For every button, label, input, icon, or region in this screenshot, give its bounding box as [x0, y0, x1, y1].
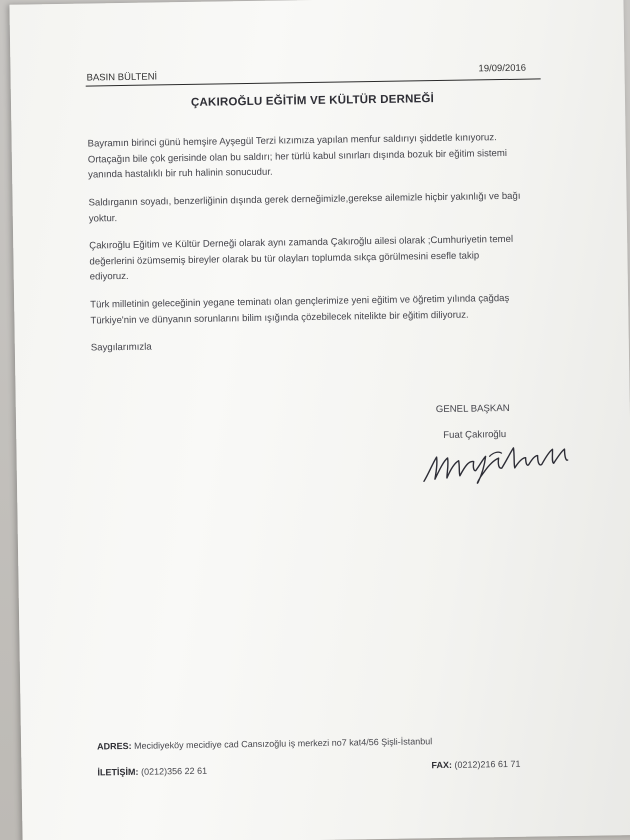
- document-date: 19/09/2016: [478, 62, 527, 75]
- signatory-position: GENEL BAŞKAN: [435, 402, 510, 416]
- paragraph-line: ediyoruz.: [89, 270, 129, 283]
- footer-contact: [97, 766, 207, 778]
- contact-label: İLETİŞİM:: [97, 766, 139, 778]
- handwritten-signature: [421, 443, 587, 488]
- closing-salutation: Saygılarımızla: [90, 341, 152, 354]
- address-label: ADRES:: [97, 740, 132, 752]
- paragraph-line: Ortaçağın bile çok gerisinde olan bu saldırı; her türlü kabul sınırları dışında bozuk bir eğitim sistemi: [87, 147, 508, 166]
- fax-value: (0212)216 61 71: [454, 758, 521, 770]
- contact-value: (0212)356 22 61: [140, 765, 208, 777]
- paragraph-line: Bayramın birinci günü hemşire Ayşegül Terzi kızımıza yapılan menfur saldırıyı şiddetle kınıyoruz.: [87, 132, 497, 150]
- paragraph-line: değerlerini özümsemiş bireyler olarak bu tür olayları toplumda sıkça görülmesini esefle takip: [89, 249, 480, 268]
- paragraph-line: Türkiye'nin ve dünyanın sorunlarını bilim ışığında çözebilecek nitelikte bir eğitim diliyoruz.: [90, 309, 469, 327]
- footer-fax: [431, 759, 520, 770]
- document-title: ÇAKIROĞLU EĞİTİM VE KÜLTÜR DERNEĞİ: [190, 93, 435, 109]
- document-page: [9, 0, 630, 840]
- paragraph-line: Çakıroğlu Eğitim ve Kültür Derneği olarak aynı zamanda Çakıroğlu ailesi olarak ;Cumhuriyetin temel: [89, 233, 514, 252]
- paragraph-line: Türk milletinin geleceğinin yegane teminatı olan gençlerimize yeni eğitim ve öğretim yılında çağdaş: [90, 292, 510, 311]
- paragraph-line: Saldırganın soyadı, benzerliğinin dışında gerek derneğimizle,gerekse ailemizle hiçbir yakınlığı ve bağı: [88, 190, 521, 209]
- paragraph-line: yoktur.: [88, 212, 118, 225]
- paragraph-line: yanında hastalıklı bir ruh halinin sonucudur.: [88, 166, 273, 181]
- signatory-name: Fuat Çakıroğlu: [443, 429, 507, 442]
- address-value: Mecidiyeköy mecidiye cad Cansızoğlu iş merkezi no7 kat4/56 Şişli-İstanbul: [134, 736, 433, 751]
- fax-label: FAX:: [431, 759, 453, 771]
- press-release-label: BASIN BÜLTENİ: [86, 71, 158, 84]
- footer-address: [97, 736, 432, 751]
